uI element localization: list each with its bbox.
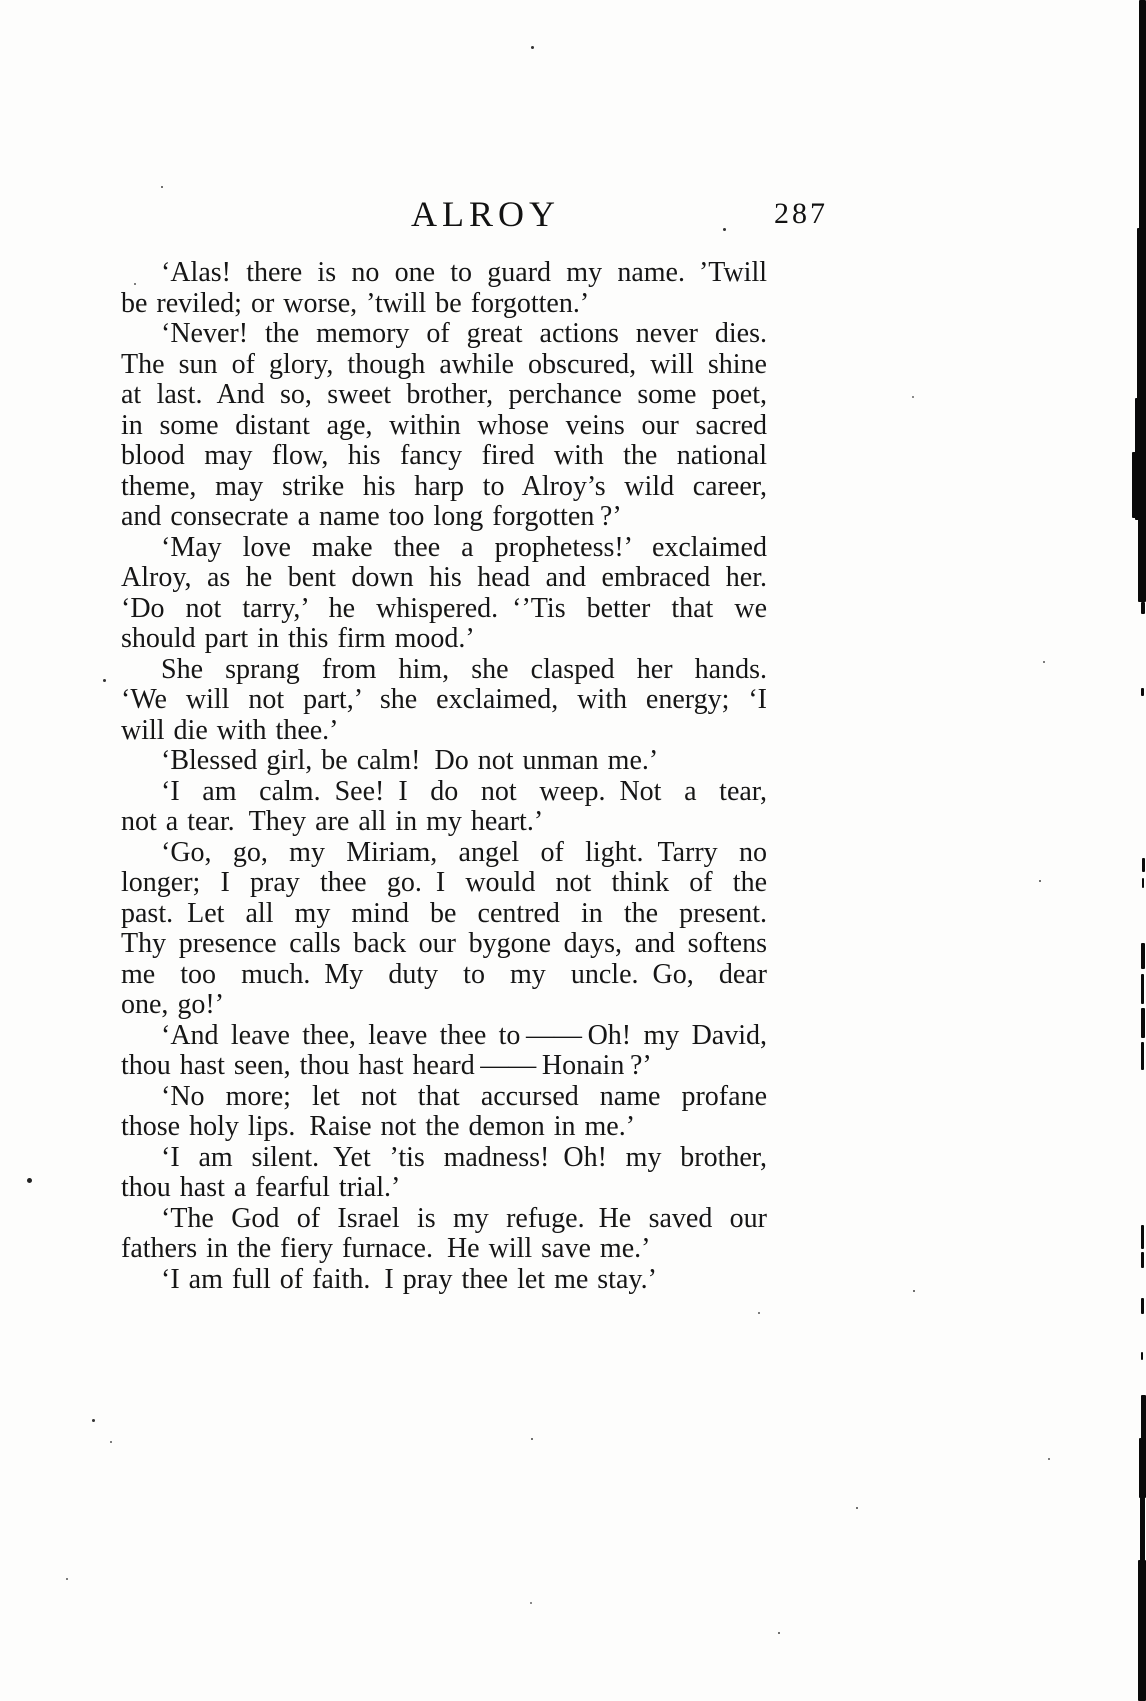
- page-number: 287: [774, 197, 828, 230]
- ink-speck: [530, 1602, 532, 1604]
- page-edge-artifact: [1141, 602, 1145, 614]
- page-edge-artifact: [1141, 1352, 1143, 1360]
- ink-speck: [778, 1632, 780, 1634]
- text-line: The sun of glory, though awhile obscured, will shine: [121, 348, 767, 380]
- ink-speck: [531, 1438, 533, 1440]
- ink-speck: [913, 1290, 915, 1292]
- ink-speck: [856, 1507, 858, 1509]
- text-line: ‘Go, go, my Miriam, angel of light. Tarry no: [161, 836, 767, 868]
- text-line: ‘I am calm. See! I do not weep. Not a tear,: [161, 775, 767, 807]
- page-edge-artifact: [1142, 858, 1145, 872]
- text-line: ‘The God of Israel is my refuge. He saved our: [161, 1202, 767, 1234]
- text-line: me too much. My duty to my uncle. Go, dear: [121, 958, 767, 990]
- text-line: blood may flow, his fancy fired with the national: [121, 440, 767, 471]
- page-edge-artifact: [1140, 1494, 1145, 1564]
- text-line: and consecrate a name too long forgotten ?’: [121, 501, 622, 532]
- ink-speck: [1039, 880, 1041, 882]
- ink-speck: [723, 228, 726, 231]
- page-edge-artifact: [1141, 1252, 1144, 1268]
- text-line: should part in this firm mood.’: [121, 623, 475, 654]
- text-line: in some distant age, within whose veins our sacred: [121, 409, 767, 441]
- text-line: ‘May love make thee a prophetess!’ exclaimed: [161, 531, 767, 563]
- text-line: thou hast seen, thou hast heard —— Honain ?’: [121, 1050, 652, 1081]
- page-edge-artifact: [1139, 0, 1146, 230]
- text-block: [121, 258, 767, 1295]
- ink-speck: [92, 1419, 95, 1422]
- page-edge-artifact: [1139, 1438, 1146, 1498]
- ink-speck: [758, 1312, 760, 1314]
- ink-speck: [110, 1441, 112, 1443]
- page-edge-artifact: [1138, 1560, 1146, 1701]
- text-line: ‘Never! the memory of great actions never dies.: [161, 318, 767, 349]
- book-title: ALROY: [411, 194, 560, 234]
- text-line: one, go!’: [121, 989, 225, 1020]
- ink-speck: [66, 1578, 68, 1580]
- ink-speck: [27, 1178, 32, 1183]
- ink-speck: [1048, 1458, 1050, 1460]
- ink-speck: [1043, 661, 1045, 663]
- text-line: ‘Alas! there is no one to guard my name. ’Twill: [161, 257, 767, 288]
- text-line: Alroy, as he bent down his head and embraced her.: [121, 562, 767, 593]
- text-line: ‘I am silent. Yet ’tis madness! Oh! my brother,: [161, 1141, 767, 1173]
- text-line: past. Let all my mind be centred in the present.: [121, 897, 767, 929]
- text-line: ‘Blessed girl, be calm! Do not unman me.’: [161, 745, 659, 776]
- text-line: ‘I am full of faith. I pray thee let me stay.’: [161, 1263, 657, 1295]
- text-line: those holy lips. Raise not the demon in me.’: [121, 1111, 636, 1142]
- text-line: ‘And leave thee, leave thee to —— Oh! my David,: [161, 1019, 767, 1051]
- text-line: be reviled; or worse, ’twill be forgotten.’: [121, 287, 590, 319]
- ink-speck: [134, 283, 136, 285]
- text-line: ‘No more; let not that accursed name profane: [161, 1080, 767, 1112]
- text-line: theme, may strike his harp to Alroy’s wild career,: [121, 470, 767, 502]
- text-line: at last. And so, sweet brother, perchance some poet,: [121, 379, 767, 410]
- page-edge-artifact: [1141, 688, 1144, 696]
- ink-speck: [103, 679, 106, 682]
- running-header: [0, 193, 1146, 233]
- page-edge-artifact: [1132, 452, 1146, 518]
- page-edge-artifact: [1141, 1395, 1146, 1441]
- page-edge-artifact: [1141, 1008, 1145, 1038]
- page-edge-artifact: [1142, 878, 1144, 888]
- page-edge-artifact: [1137, 228, 1146, 400]
- text-line: longer; I pray thee go. I would not think of the: [121, 867, 767, 898]
- page-edge-artifact: [1138, 516, 1146, 602]
- text-line: ‘Do not tarry,’ he whispered. ‘’Tis better that we: [121, 592, 767, 624]
- page-edge-artifact: [1141, 1042, 1144, 1070]
- text-line: She sprang from him, she clasped her hands.: [161, 653, 767, 685]
- ink-speck: [531, 46, 534, 49]
- text-line: ‘We will not part,’ she exclaimed, with energy; ‘I: [121, 684, 767, 715]
- text-line: fathers in the fiery furnace. He will save me.’: [121, 1233, 651, 1264]
- text-line: not a tear. They are all in my heart.’: [121, 806, 544, 837]
- text-line: Thy presence calls back our bygone days, and softens: [121, 928, 767, 959]
- page-edge-artifact: [1141, 1298, 1144, 1314]
- ink-speck: [912, 396, 914, 398]
- ink-speck: [161, 186, 163, 188]
- text-line: will die with thee.’: [121, 714, 339, 746]
- page-edge-artifact: [1141, 974, 1144, 1004]
- page-edge-artifact: [1141, 1225, 1144, 1249]
- page-edge-artifact: [1141, 943, 1145, 969]
- text-line: thou hast a fearful trial.’: [121, 1172, 401, 1203]
